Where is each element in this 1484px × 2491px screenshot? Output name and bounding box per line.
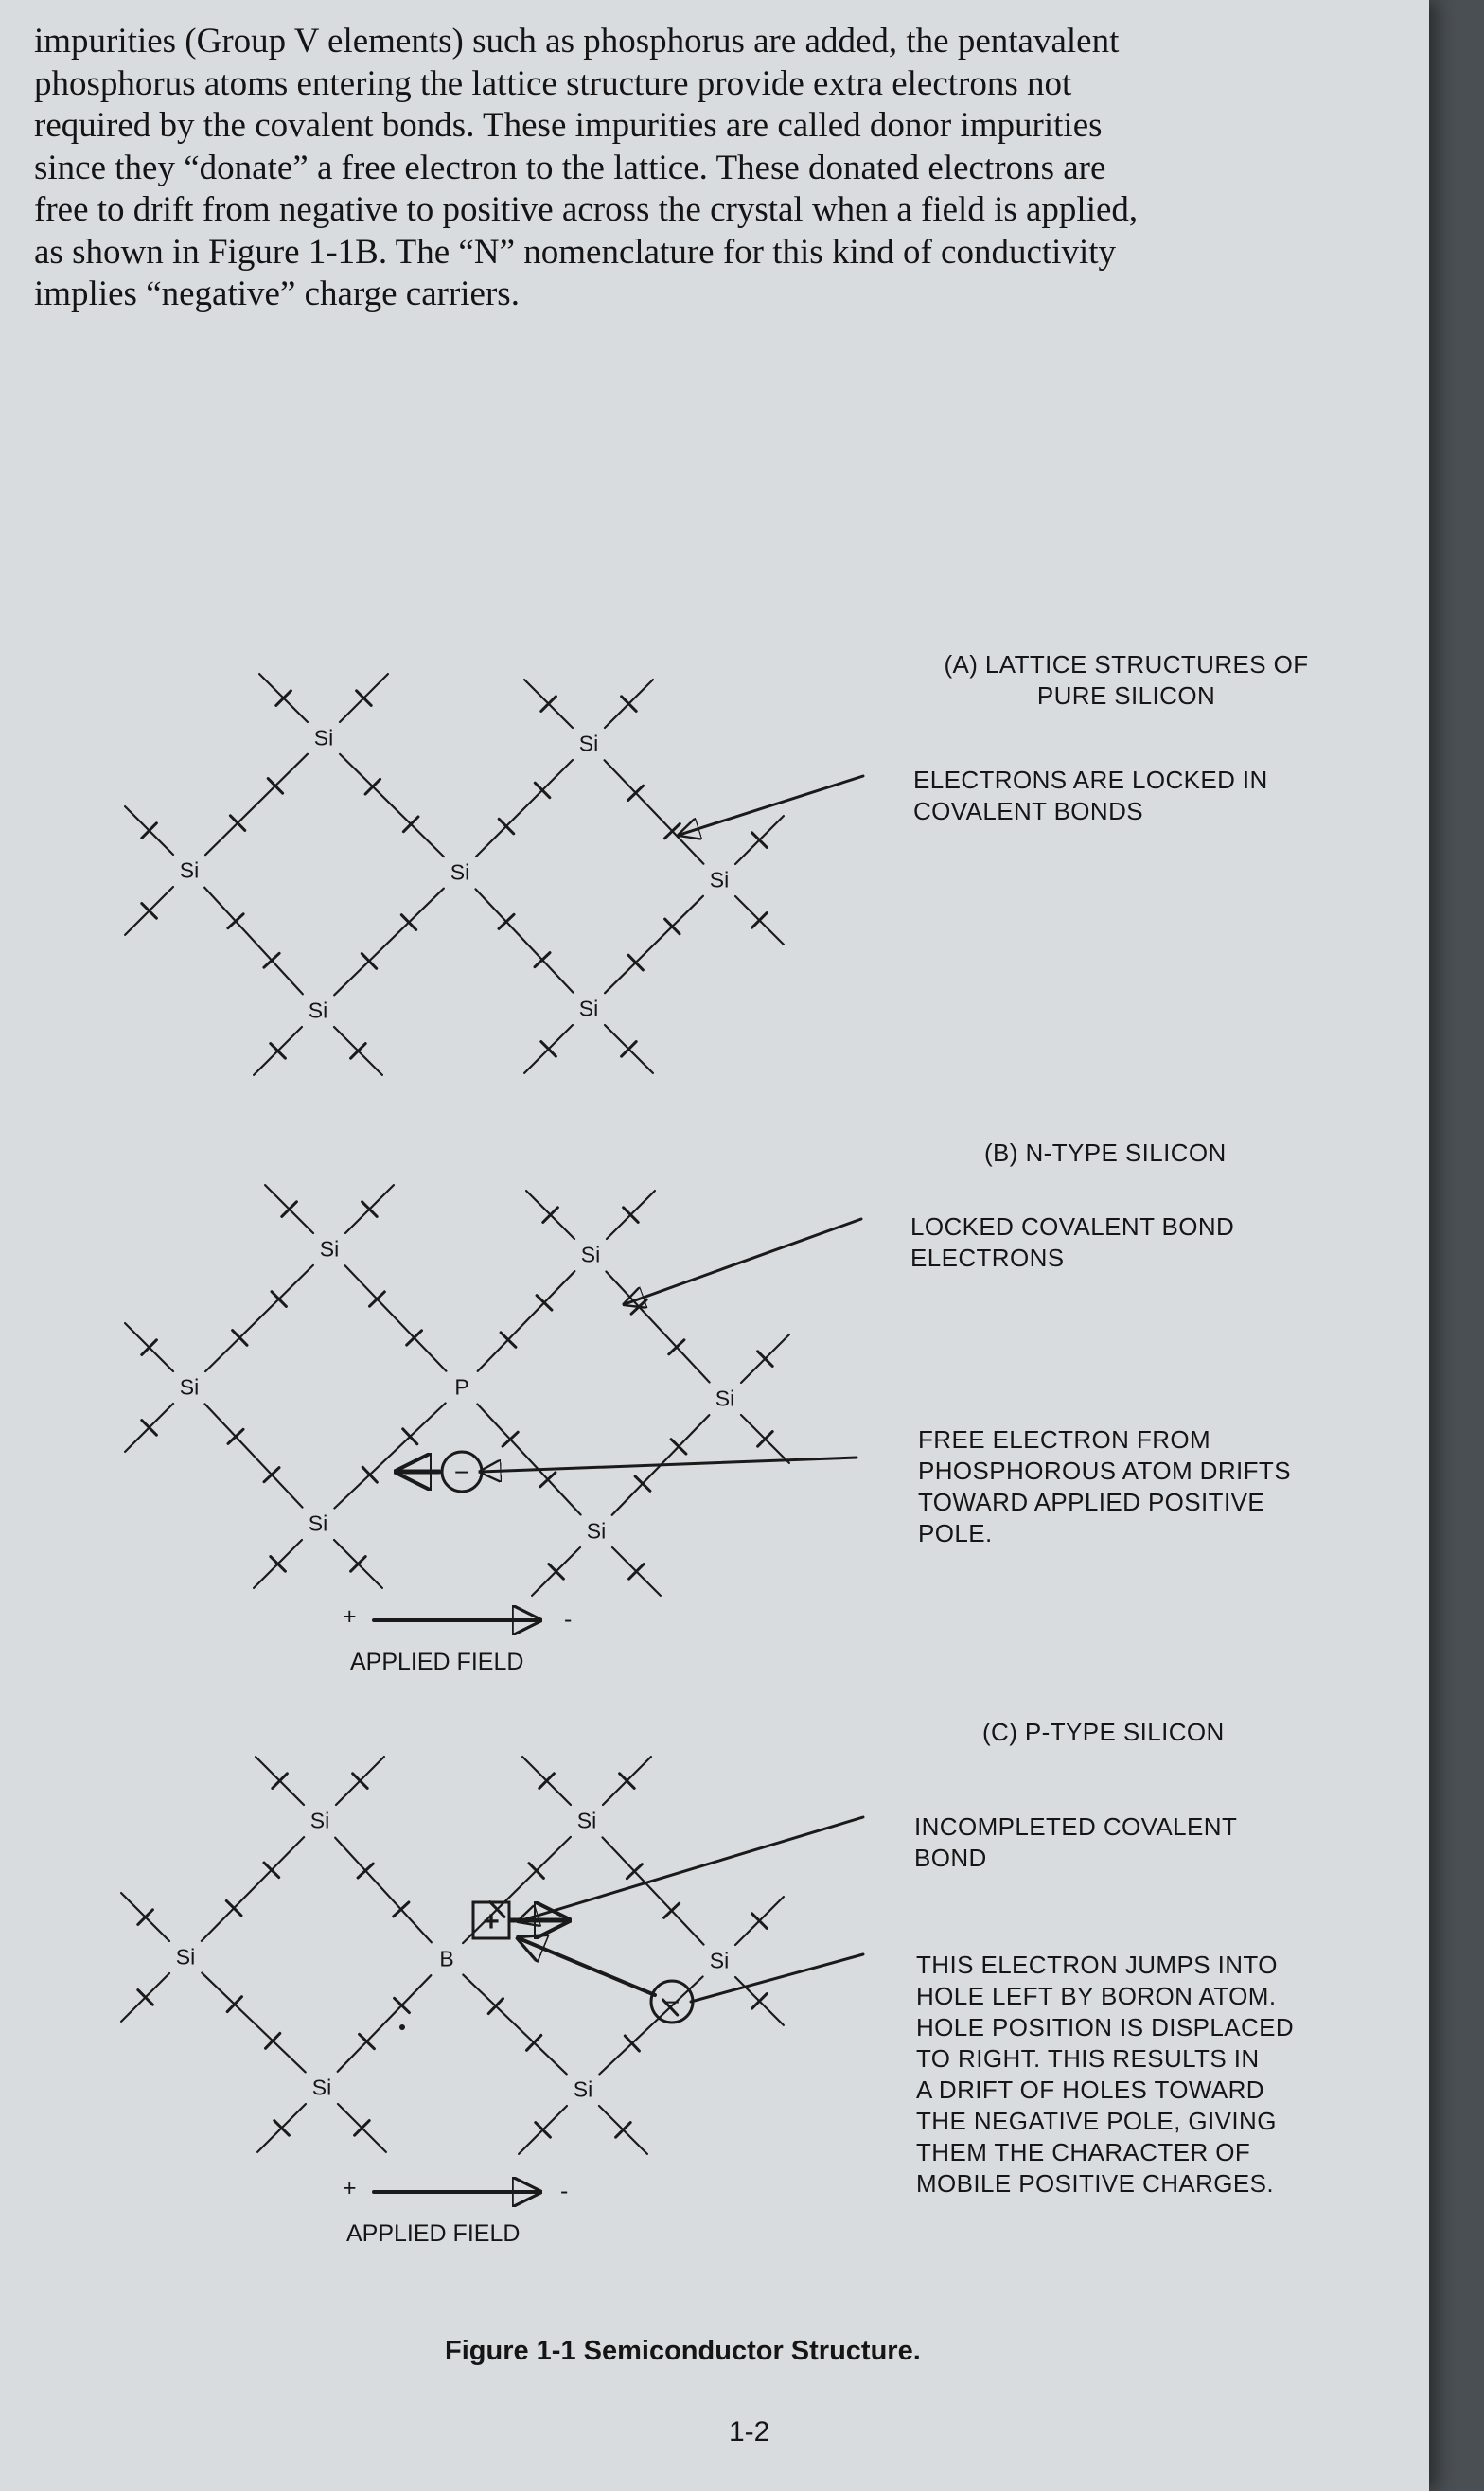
field-minus-b: -: [564, 1606, 573, 1633]
covalent-bond-line: [205, 1404, 303, 1507]
atom-label: Si: [319, 1236, 340, 1262]
atom-label: Si: [450, 859, 470, 885]
callout-pointer-b2: [481, 1458, 857, 1472]
page-number: 1-2: [729, 2416, 770, 2447]
covalent-bond-lines: [121, 674, 789, 2154]
atom-label: Si: [308, 1510, 328, 1536]
label-line: THIS ELECTRON JUMPS INTO: [916, 1951, 1278, 1979]
atom-label: Si: [576, 1808, 597, 1833]
atom-label: Si: [709, 867, 730, 892]
section-c-callout-1: [914, 1811, 1237, 1874]
label-line: THE NEGATIVE POLE, GIVING: [916, 2107, 1277, 2135]
covalent-bond-line: [476, 889, 574, 992]
covalent-bond-line: [334, 889, 444, 996]
atom-label: Si: [309, 1808, 330, 1833]
atom-label: Si: [311, 2075, 332, 2100]
label-line: A DRIFT OF HOLES TOWARD: [916, 2076, 1264, 2104]
callout-pointer-a: [680, 776, 863, 835]
scan-dark-edge: [1429, 0, 1484, 2491]
label-line: TO RIGHT. THIS RESULTS IN: [916, 2044, 1260, 2073]
atom-label: Si: [308, 998, 328, 1023]
field-plus-b: +: [343, 1603, 357, 1630]
covalent-bond-line: [335, 1838, 432, 1943]
body-line: since they “donate” a free electron to the lattice. These donated electrons are: [34, 148, 1106, 187]
figure-caption: Figure 1-1 Semiconductor Structure.: [445, 2336, 921, 2366]
callout-pointer-c1: [519, 1817, 863, 1921]
covalent-bond-line: [463, 1837, 571, 1943]
covalent-bond-line: [606, 1272, 709, 1383]
label-line: POLE.: [918, 1519, 993, 1547]
atom-label: Si: [578, 731, 599, 756]
field-minus-c: -: [560, 2178, 569, 2204]
atom-label: Si: [586, 1518, 607, 1544]
covalent-bond-line: [205, 754, 308, 855]
free-electron-symbol: −: [453, 1458, 470, 1487]
covalent-bond-line: [345, 1265, 447, 1370]
covalent-bond-line: [340, 754, 444, 857]
jumping-electron-symbol: −: [663, 1988, 680, 2017]
atom-label: Si: [715, 1386, 735, 1411]
covalent-bond-line: [477, 1404, 580, 1515]
covalent-bond-line: [338, 1975, 432, 2072]
label-line: MOBILE POSITIVE CHARGES.: [916, 2169, 1275, 2198]
atom-label: Si: [175, 1944, 196, 1970]
covalent-bond-line: [605, 896, 703, 993]
label-line: PURE SILICON: [1036, 681, 1216, 710]
atom-label: Si: [580, 1242, 601, 1267]
atom-label: Si: [573, 2076, 593, 2102]
atom-label: B: [439, 1946, 454, 1971]
body-line: implies “negative” charge carriers.: [34, 274, 520, 313]
applied-field-label-c: APPLIED FIELD: [346, 2220, 521, 2247]
atom-label: Si: [709, 1948, 730, 1973]
label-line: PHOSPHOROUS ATOM DRIFTS: [918, 1457, 1291, 1485]
body-line: required by the covalent bonds. These impurities are called donor impurities: [34, 106, 1103, 145]
covalent-bond-line: [334, 1404, 445, 1509]
label-line: BOND: [914, 1844, 987, 1872]
label-line: HOLE LEFT BY BORON ATOM.: [916, 1982, 1277, 2010]
label-line: INCOMPLETED COVALENT: [914, 1812, 1238, 1841]
label-line: LOCKED COVALENT BOND: [910, 1212, 1235, 1241]
atom-label: Si: [179, 1374, 200, 1400]
atom-label: Si: [179, 857, 200, 883]
label-line: (A) LATTICE STRUCTURES OF: [944, 650, 1309, 679]
applied-field-label-b: APPLIED FIELD: [350, 1649, 524, 1675]
hole-symbol: +: [483, 1906, 500, 1937]
covalent-bond-line: [463, 1975, 566, 2075]
section-b-callout-2: [918, 1424, 1291, 1549]
label-line: ELECTRONS: [910, 1244, 1065, 1272]
stray-dot: [399, 2024, 405, 2030]
callout-pointer-b1: [625, 1219, 861, 1304]
section-c-callout-2: [916, 1950, 1294, 2200]
covalent-bond-line: [205, 1265, 313, 1371]
electron-jump-arrow: [519, 1938, 655, 1995]
label-line: FREE ELECTRON FROM: [918, 1425, 1211, 1454]
body-line: free to drift from negative to positive across the crystal when a field is applied,: [34, 190, 1139, 229]
covalent-bond-line: [478, 1271, 575, 1371]
covalent-bond-line: [202, 1973, 305, 2073]
field-plus-c: +: [343, 2175, 357, 2201]
label-line: (C) P-TYPE SILICON: [982, 1718, 1225, 1746]
label-line: HOLE POSITION IS DISPLACED: [916, 2013, 1295, 2041]
section-a-title: [909, 649, 1344, 712]
covalent-bond-line: [605, 760, 704, 863]
covalent-bond-line: [202, 1837, 304, 1941]
section-b-title: [984, 1138, 1227, 1169]
covalent-bond-line: [204, 888, 303, 995]
section-a-callout: [913, 765, 1268, 827]
covalent-bond-line: [476, 760, 573, 857]
covalent-bond-line: [599, 1977, 702, 2075]
atom-label: Si: [313, 725, 334, 751]
body-line: as shown in Figure 1-1B. The “N” nomenclature for this kind of conductivity: [34, 232, 1117, 272]
section-c-title: [982, 1717, 1225, 1748]
label-line: ELECTRONS ARE LOCKED IN: [913, 766, 1268, 794]
body-line: impurities (Group V elements) such as phosphorus are added, the pentavalent: [34, 22, 1120, 61]
atom-label: Si: [578, 996, 599, 1021]
label-line: TOWARD APPLIED POSITIVE: [918, 1488, 1265, 1516]
section-b-callout-1: [910, 1211, 1234, 1274]
atom-label: P: [454, 1374, 469, 1400]
label-line: THEM THE CHARACTER OF: [916, 2138, 1251, 2166]
label-line: COVALENT BONDS: [913, 797, 1144, 825]
body-line: phosphorus atoms entering the lattice structure provide extra electrons not: [34, 63, 1072, 103]
bond-electron-marks: [138, 691, 772, 2137]
label-line: (B) N-TYPE SILICON: [984, 1139, 1227, 1167]
